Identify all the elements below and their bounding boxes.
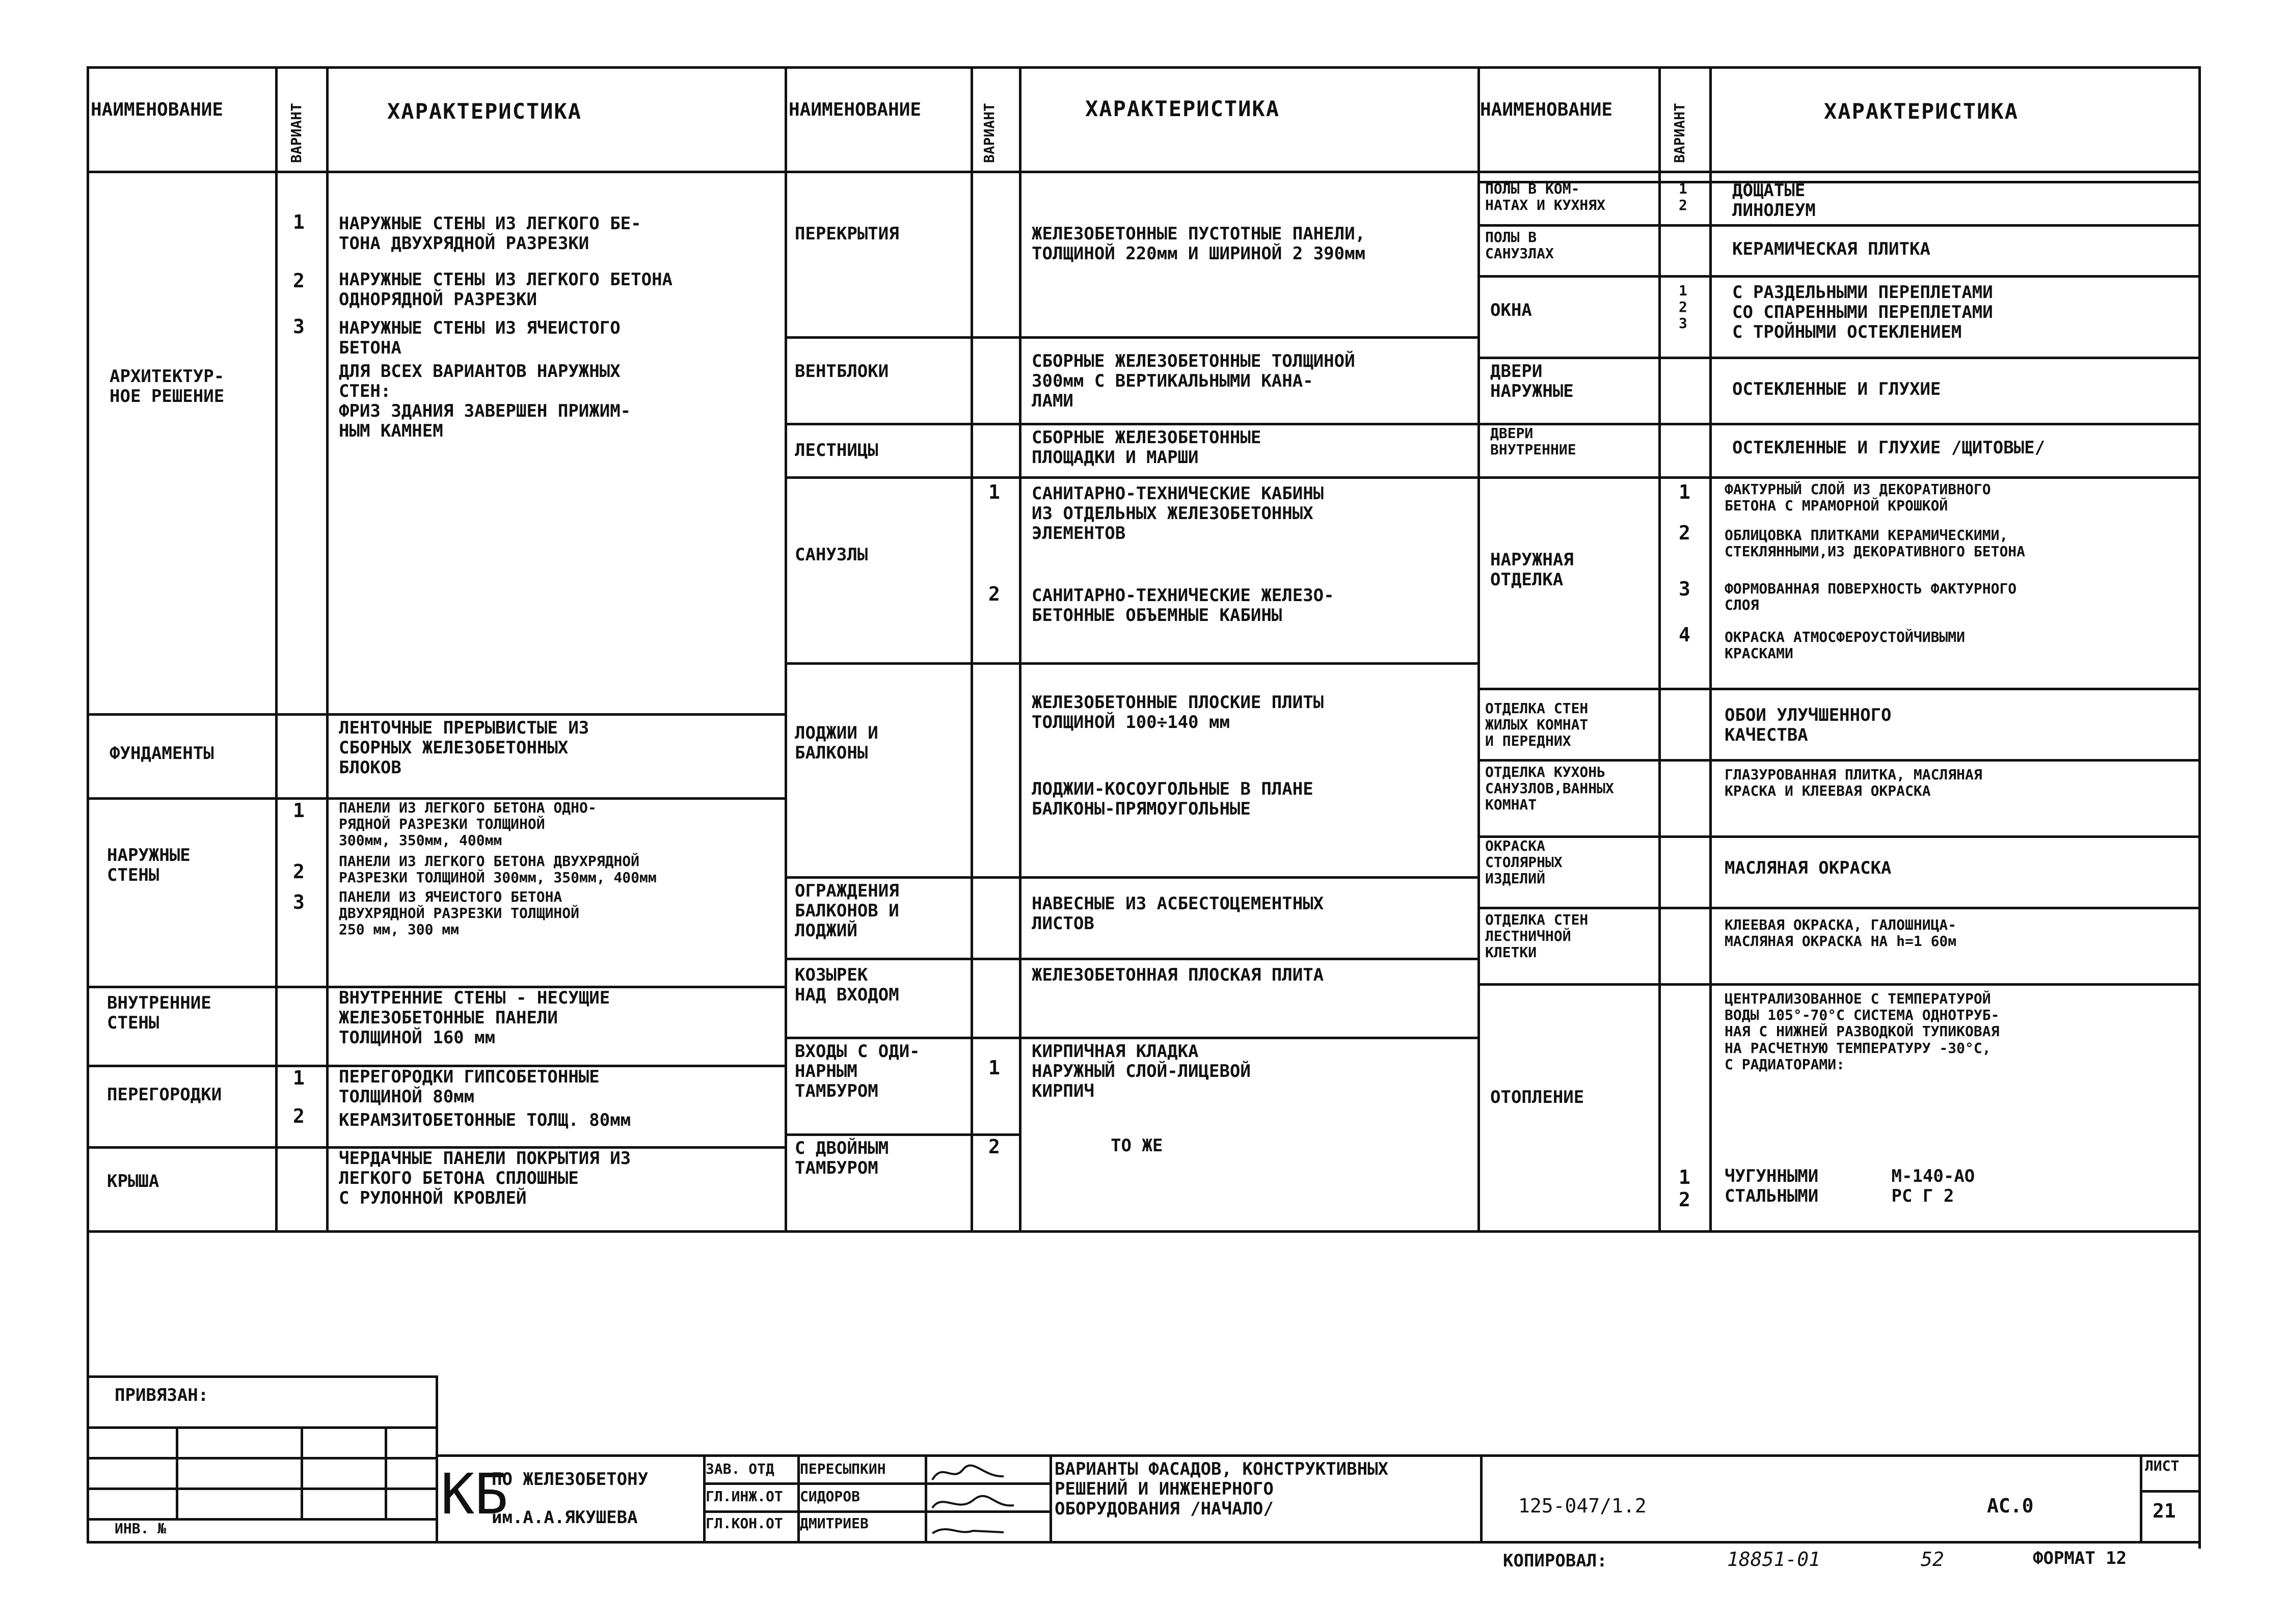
header-variant-3: ВАРИАНТ: [1671, 102, 1688, 163]
walls-v2: 2: [293, 860, 305, 883]
list-number: 21: [2153, 1500, 2176, 1522]
signatures: [927, 1457, 1047, 1541]
fin2-name: ОТДЕЛКА КУХОНЬ САНУЗЛОВ,ВАННЫХ КОМНАТ: [1485, 764, 1614, 814]
walls-v3: 3: [293, 891, 305, 913]
ent1-v: 1: [988, 1057, 1000, 1079]
inv-label: ИНВ. №: [115, 1520, 167, 1537]
san-v2: 2: [988, 583, 1000, 605]
walls-v1: 1: [293, 799, 305, 822]
fence-t: НАВЕСНЫЕ ИЗ АСБЕСТОЦЕМЕНТНЫХ ЛИСТОВ: [1032, 894, 1324, 934]
arch-t4: ДЛЯ ВСЕХ ВАРИАНТОВ НАРУЖНЫХ СТЕН: ФРИЗ ЗДАНИЯ ЗАВЕРШЕН ПРИЖИМ- НЫМ КАМНЕМ: [339, 361, 631, 442]
ext-v3: 3: [1679, 578, 1690, 600]
walls-t3: ПАНЕЛИ ИЗ ЯЧЕИСТОГО БЕТОНА ДВУХРЯДНОЙ РАЗРЕЗКИ ТОЛЩИНОЙ 250 мм, 300 мм: [339, 888, 580, 938]
ext-v2: 2: [1679, 522, 1690, 544]
fl2-name: ПОЛЫ В САНУЗЛАХ: [1485, 229, 1554, 262]
org-line-1: ПО ЖЕЛЕЗОБЕТОНУ: [492, 1469, 649, 1490]
door1-name: ДВЕРИ НАРУЖНЫЕ: [1490, 361, 1574, 402]
copy-label: КОПИРОВАЛ:: [1503, 1551, 1607, 1571]
ext-t2: ОБЛИЦОВКА ПЛИТКАМИ КЕРАМИЧЕСКИМИ, СТЕКЛЯННЫМИ,ИЗ ДЕКОРАТИВНОГО БЕТОНА: [1725, 527, 2026, 560]
walls-name: НАРУЖНЫЕ СТЕНЫ: [107, 845, 191, 886]
inner-name: ВНУТРЕННИЕ СТЕНЫ: [107, 993, 211, 1034]
roof-name: КРЫША: [107, 1171, 159, 1192]
header-char-1: ХАРАКТЕРИСТИКА: [387, 99, 582, 124]
fence-name: ОГРАЖДЕНИЯ БАЛКОНОВ И ЛОДЖИЙ: [795, 881, 899, 941]
fl2-t: КЕРАМИЧЕСКАЯ ПЛИТКА: [1732, 239, 1930, 259]
person-2: СИДОРОВ: [800, 1488, 860, 1505]
win-t: С РАЗДЕЛЬНЫМИ ПЕРЕПЛЕТАМИ СО СПАРЕННЫМИ ПЕРЕПЛЕТАМИ С ТРОЙНЫМИ ОСТЕКЛЕНИЕМ: [1732, 282, 1993, 343]
fl1-name: ПОЛЫ В КОМ- НАТАХ И КУХНЯХ: [1485, 180, 1606, 214]
arch-t1: НАРУЖНЫЕ СТЕНЫ ИЗ ЛЕГКОГО БЕ- ТОНА ДВУХРЯДНОЙ РАЗРЕЗКИ: [339, 213, 641, 254]
header-name-3: НАИМЕНОВАНИЕ: [1480, 99, 1613, 120]
role-1: ЗАВ. ОТД: [706, 1460, 774, 1477]
door1-t: ОСТЕКЛЕННЫЕ И ГЛУХИЕ: [1732, 379, 1941, 399]
header-char-3: ХАРАКТЕРИСТИКА: [1824, 99, 2019, 124]
fin2-t: ГЛАЗУРОВАННАЯ ПЛИТКА, МАСЛЯНАЯ КРАСКА И КЛЕЕВАЯ ОКРАСКА: [1725, 766, 1982, 800]
heat-v: 1 2: [1679, 1166, 1690, 1211]
floor-name: ПЕРЕКРЫТИЯ: [795, 224, 899, 244]
paint-name: ОКРАСКА СТОЛЯРНЫХ ИЗДЕЛИЙ: [1485, 837, 1563, 887]
san-t2: САНИТАРНО-ТЕХНИЧЕСКИЕ ЖЕЛЕЗО- БЕТОННЫЕ ОБЪЕМНЫЕ КАБИНЫ: [1032, 585, 1334, 626]
ext-v1: 1: [1679, 481, 1690, 503]
format-label: ФОРМАТ 12: [2033, 1548, 2127, 1568]
role-3: ГЛ.КОН.ОТ: [706, 1515, 783, 1532]
fund-t: ЛЕНТОЧНЫЕ ПРЕРЫВИСТЫЕ ИЗ СБОРНЫХ ЖЕЛЕЗОБЕТОННЫХ БЛОКОВ: [339, 718, 589, 778]
part-v1: 1: [293, 1067, 305, 1089]
heat-name: ОТОПЛЕНИЕ: [1490, 1087, 1584, 1107]
door2-name: ДВЕРИ ВНУТРЕННИЕ: [1490, 425, 1576, 458]
fl1-t: ДОЩАТЫЕ ЛИНОЛЕУМ: [1732, 180, 1816, 221]
arch-v1: 1: [293, 211, 305, 233]
san-v1: 1: [988, 481, 1000, 503]
header-variant-1: ВАРИАНТ: [288, 102, 305, 163]
ent2-name: С ДВОЙНЫМ ТАМБУРОМ: [795, 1138, 889, 1179]
fin1-name: ОТДЕЛКА СТЕН ЖИЛЫХ КОМНАТ И ПЕРЕДНИХ: [1485, 700, 1589, 750]
heat-t: ЦЕНТРАЛИЗОВАННОЕ С ТЕМПЕРАТУРОЙ ВОДЫ 105°-70°С СИСТЕМА ОДНОТРУБ- НАЯ С НИЖНЕЙ РАЗВОДКОЙ ТУПИКОВАЯ НА РАСЧЕТНУЮ ТЕМПЕРАТУРУ -30°С, С РАДИАТОРАМИ:: [1725, 990, 2000, 1073]
role-2: ГЛ.ИНЖ.ОТ: [706, 1488, 783, 1505]
privyazan-label: ПРИВЯЗАН:: [115, 1385, 209, 1405]
arch-t2: НАРУЖНЫЕ СТЕНЫ ИЗ ЛЕГКОГО БЕТОНА ОДНОРЯДНОЙ РАЗРЕЗКИ: [339, 269, 673, 310]
log-t2: ЛОДЖИИ-КОСОУГОЛЬНЫЕ В ПЛАНЕ БАЛКОНЫ-ПРЯМОУГОЛЬНЫЕ: [1032, 779, 1313, 820]
part-t2: КЕРАМЗИТОБЕТОННЫЕ ТОЛЩ. 80мм: [339, 1110, 631, 1130]
header-char-2: ХАРАКТЕРИСТИКА: [1085, 96, 1280, 121]
stair-name: ЛЕСТНИЦЫ: [795, 440, 878, 461]
log-name: ЛОДЖИИ И БАЛКОНЫ: [795, 723, 878, 764]
header-name-2: НАИМЕНОВАНИЕ: [789, 99, 922, 120]
person-1: ПЕРЕСЫПКИН: [800, 1460, 886, 1477]
fund-name: ФУНДАМЕНТЫ: [110, 743, 214, 764]
copy-number: 18851-01: [1727, 1548, 1821, 1571]
stfin-name: ОТДЕЛКА СТЕН ЛЕСТНИЧНОЙ КЛЕТКИ: [1485, 911, 1589, 961]
canopy-name: КОЗЫРЕК НАД ВХОДОМ: [795, 965, 899, 1006]
stfin-t: КЛЕЕВАЯ ОКРАСКА, ГАЛОШНИЦА- МАСЛЯНАЯ ОКРАСКА НА h=1 60м: [1725, 916, 1957, 950]
ext-v4: 4: [1679, 624, 1690, 646]
header-variant-2: ВАРИАНТ: [981, 102, 998, 163]
ent2-v: 2: [988, 1135, 1000, 1158]
part-v2: 2: [293, 1105, 305, 1127]
ext-t4: ОКРАСКА АТМОСФЕРОУСТОЙЧИВЫМИ КРАСКАМИ: [1725, 629, 1966, 662]
walls-t1: ПАНЕЛИ ИЗ ЛЕГКОГО БЕТОНА ОДНО- РЯДНОЙ РАЗРЕЗКИ ТОЛЩИНОЙ 300мм, 350мм, 400мм: [339, 799, 597, 849]
part-name: ПЕРЕГОРОДКИ: [107, 1085, 222, 1105]
doc-code: 125-047/1.2: [1518, 1495, 1647, 1517]
arch-t3: НАРУЖНЫЕ СТЕНЫ ИЗ ЯЧЕИСТОГО БЕТОНА: [339, 318, 621, 359]
roof-t: ЧЕРДАЧНЫЕ ПАНЕЛИ ПОКРЫТИЯ ИЗ ЛЕГКОГО БЕТОНА СПЛОШНЫЕ С РУЛОННОЙ КРОВЛЕЙ: [339, 1148, 631, 1209]
win-v: 1 2 3: [1679, 282, 1687, 332]
ext-name: НАРУЖНАЯ ОТДЕЛКА: [1490, 550, 1574, 590]
door2-t: ОСТЕКЛЕННЫЕ И ГЛУХИЕ /ЩИТОВЫЕ/: [1732, 438, 2046, 458]
ent2-t: ТО ЖЕ: [1111, 1135, 1163, 1156]
sheet-title: ВАРИАНТЫ ФАСАДОВ, КОНСТРУКТИВНЫХ РЕШЕНИЙ И ИНЖЕНЕРНОГО ОБОРУДОВАНИЯ /НАЧАЛО/: [1055, 1459, 1389, 1520]
heat-t2: ЧУГУННЫМИ М-140-АО СТАЛЬНЫМИ РС Г 2: [1725, 1166, 1975, 1207]
header-name-1: НАИМЕНОВАНИЕ: [91, 99, 224, 120]
copy-page: 52: [1921, 1548, 1944, 1571]
san-t1: САНИТАРНО-ТЕХНИЧЕСКИЕ КАБИНЫ ИЗ ОТДЕЛЬНЫХ ЖЕЛЕЗОБЕТОННЫХ ЭЛЕМЕНТОВ: [1032, 483, 1324, 544]
inner-t: ВНУТРЕННИЕ СТЕНЫ - НЕСУЩИЕ ЖЕЛЕЗОБЕТОННЫЕ ПАНЕЛИ ТОЛЩИНОЙ 160 мм: [339, 988, 610, 1048]
kb-logo: КБ: [441, 1461, 508, 1527]
ext-t3: ФОРМОВАННАЯ ПОВЕРХНОСТЬ ФАКТУРНОГО СЛОЯ: [1725, 580, 2017, 614]
list-label: ЛИСТ: [2145, 1457, 2180, 1474]
ext-t1: ФАКТУРНЫЙ СЛОЙ ИЗ ДЕКОРАТИВНОГО БЕТОНА С МРАМОРНОЙ КРОШКОЙ: [1725, 481, 1991, 515]
san-name: САНУЗЛЫ: [795, 545, 868, 565]
fl1-v: 1 2: [1679, 180, 1687, 214]
canopy-t: ЖЕЛЕЗОБЕТОННАЯ ПЛОСКАЯ ПЛИТА: [1032, 965, 1324, 985]
vent-name: ВЕНТБЛОКИ: [795, 361, 889, 382]
stair-t: СБОРНЫЕ ЖЕЛЕЗОБЕТОННЫЕ ПЛОЩАДКИ И МАРШИ: [1032, 427, 1261, 468]
floor-t: ЖЕЛЕЗОБЕТОННЫЕ ПУСТОТНЫЕ ПАНЕЛИ, ТОЛЩИНОЙ 220мм И ШИРИНОЙ 2 390мм: [1032, 224, 1366, 264]
arch-v3: 3: [293, 315, 305, 338]
ent1-t: КИРПИЧНАЯ КЛАДКА НАРУЖНЫЙ СЛОЙ-ЛИЦЕВОЙ КИРПИЧ: [1032, 1041, 1251, 1102]
fin1-t: ОБОИ УЛУЧШЕННОГО КАЧЕСТВА: [1725, 705, 1892, 746]
arch-name: АРХИТЕКТУР- НОЕ РЕШЕНИЕ: [110, 366, 225, 407]
sheet-code: АС.0: [1987, 1495, 2034, 1517]
vent-t: СБОРНЫЕ ЖЕЛЕЗОБЕТОННЫЕ ТОЛЩИНОЙ 300мм С ВЕРТИКАЛЬНЫМИ КАНА- ЛАМИ: [1032, 351, 1355, 412]
org-line-2: им.А.А.ЯКУШЕВА: [492, 1507, 638, 1528]
part-t1: ПЕРЕГОРОДКИ ГИПСОБЕТОННЫЕ ТОЛЩИНОЙ 80мм: [339, 1067, 600, 1107]
arch-v2: 2: [293, 269, 305, 292]
paint-t: МАСЛЯНАЯ ОКРАСКА: [1725, 858, 1892, 878]
win-name: ОКНА: [1490, 300, 1532, 320]
walls-t2: ПАНЕЛИ ИЗ ЛЕГКОГО БЕТОНА ДВУХРЯДНОЙ РАЗРЕЗКИ ТОЛЩИНОЙ 300мм, 350мм, 400мм: [339, 853, 657, 886]
log-t1: ЖЕЛЕЗОБЕТОННЫЕ ПЛОСКИЕ ПЛИТЫ ТОЛЩИНОЙ 100÷140 мм: [1032, 692, 1324, 733]
person-3: ДМИТРИЕВ: [800, 1515, 869, 1532]
ent1-name: ВХОДЫ С ОДИ- НАРНЫМ ТАМБУРОМ: [795, 1041, 920, 1102]
